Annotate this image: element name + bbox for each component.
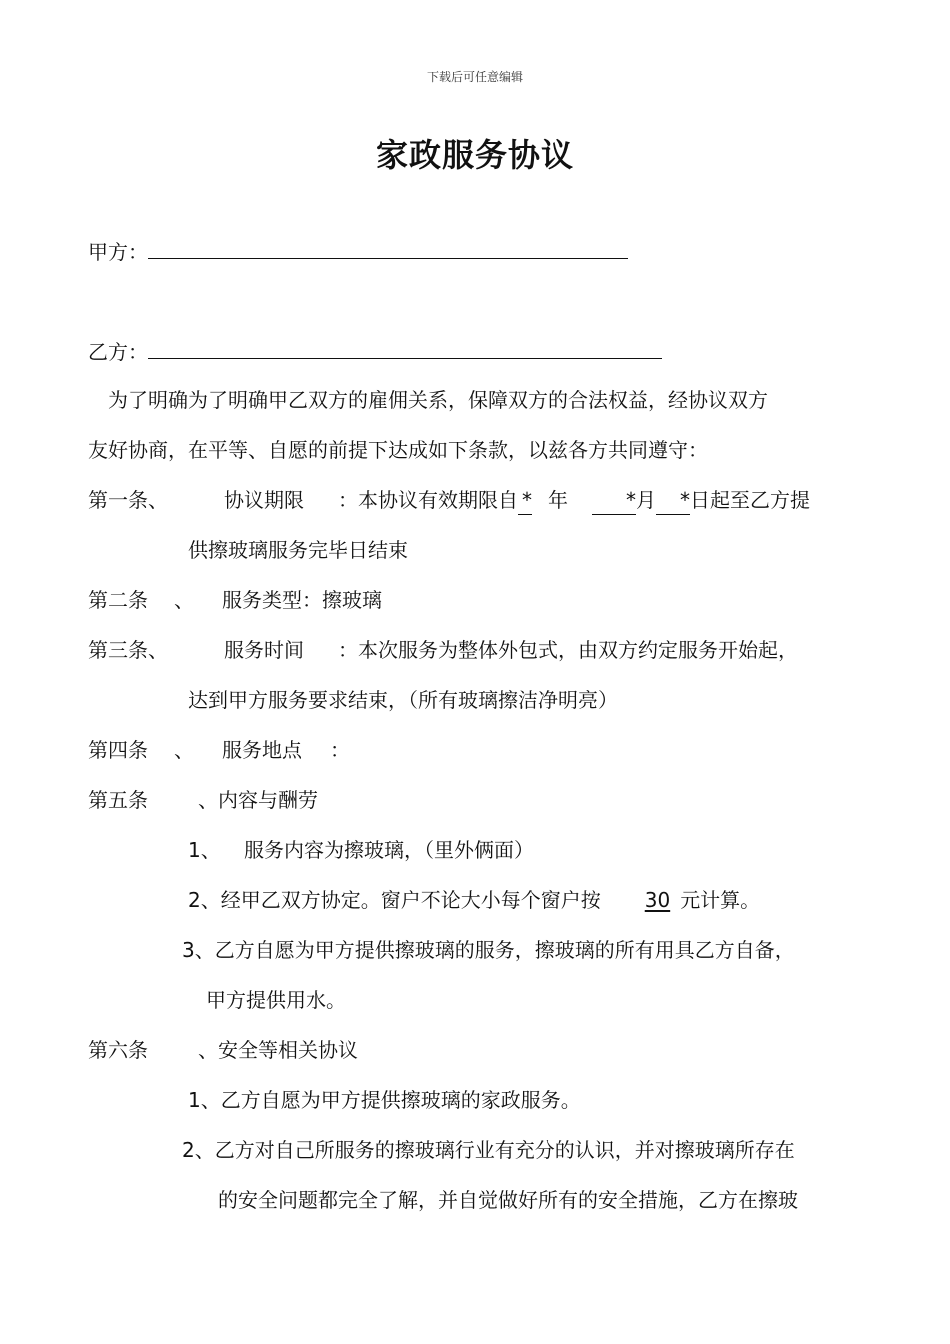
document-title: 家政服务协议 [375, 136, 574, 174]
article-1-month-label: 月 [636, 488, 656, 512]
article-6-heading: 、安全等相关协议 [198, 1038, 358, 1062]
article-2-sep: 、 [174, 588, 194, 612]
article-4-colon: ： [330, 738, 350, 762]
party-b-line [88, 338, 662, 366]
article-1-heading: 协议期限 [224, 488, 304, 512]
article-1-text: ：本协议有效期限自 * 年 *月 *日起至乙方提 [338, 486, 810, 515]
article-1-num: 第一条、 [88, 488, 168, 512]
article-5-item-2: 2、经甲乙双方协定。窗户不论大小每个窗户按 30 元计算。 [188, 888, 761, 912]
article-6-item-2: 2、乙方对自己所服务的擦玻璃行业有充分的认识，并对擦玻璃所存在 [182, 1138, 795, 1162]
article-5-item-3-cont: 甲方提供用水。 [206, 988, 346, 1012]
article-4-sep: 、 [174, 738, 194, 762]
article-4-num: 第四条 [88, 738, 148, 762]
article-5-item-3: 3、乙方自愿为甲方提供擦玻璃的服务，擦玻璃的所有用具乙方自备， [182, 938, 795, 962]
article-5-price: 30 [644, 888, 671, 912]
party-b-label: 乙方： [88, 340, 148, 364]
article-2-text: 服务类型：擦玻璃 [222, 588, 382, 612]
party-a-line [88, 238, 628, 266]
article-5-item-1-num: 1、 [188, 838, 221, 862]
article-2-num: 第二条 [88, 588, 148, 612]
article-3-text: ：本次服务为整体外包式，由双方约定服务开始起， [338, 638, 798, 662]
article-6-item-1: 1、乙方自愿为甲方提供擦玻璃的家政服务。 [188, 1088, 581, 1112]
article-6-num: 第六条 [88, 1038, 148, 1062]
party-a-label: 甲方： [88, 240, 148, 264]
intro-line-2: 友好协商，在平等、自愿的前提下达成如下条款，以兹各方共同遵守： [88, 438, 708, 462]
article-5-heading: 、内容与酬劳 [198, 788, 318, 812]
article-1-day-value: * [656, 486, 690, 515]
article-4-heading: 服务地点 [222, 738, 302, 762]
article-1-month-value: * [592, 486, 636, 515]
article-3-cont: 达到甲方服务要求结束，（所有玻璃擦洁净明亮） [188, 688, 618, 712]
article-1-year-value: * [518, 486, 532, 515]
article-5-num: 第五条 [88, 788, 148, 812]
article-6-item-2-cont: 的安全问题都完全了解，并自觉做好所有的安全措施，乙方在擦玻 [218, 1188, 798, 1212]
article-1-cont: 供擦玻璃服务完毕日结束 [188, 538, 408, 562]
header-note: 下载后可任意编辑 [426, 70, 523, 84]
intro-line-1: 为了明确为了明确甲乙双方的雇佣关系，保障双方的合法权益，经协议双方 [108, 388, 768, 412]
article-3-heading: 服务时间 [224, 638, 304, 662]
party-a-blank [148, 238, 628, 259]
party-b-blank [148, 338, 662, 359]
article-5-item-1: 服务内容为擦玻璃，（里外俩面） [244, 838, 534, 862]
article-3-num: 第三条、 [88, 638, 168, 662]
article-1-year-label: 年 [548, 488, 568, 512]
